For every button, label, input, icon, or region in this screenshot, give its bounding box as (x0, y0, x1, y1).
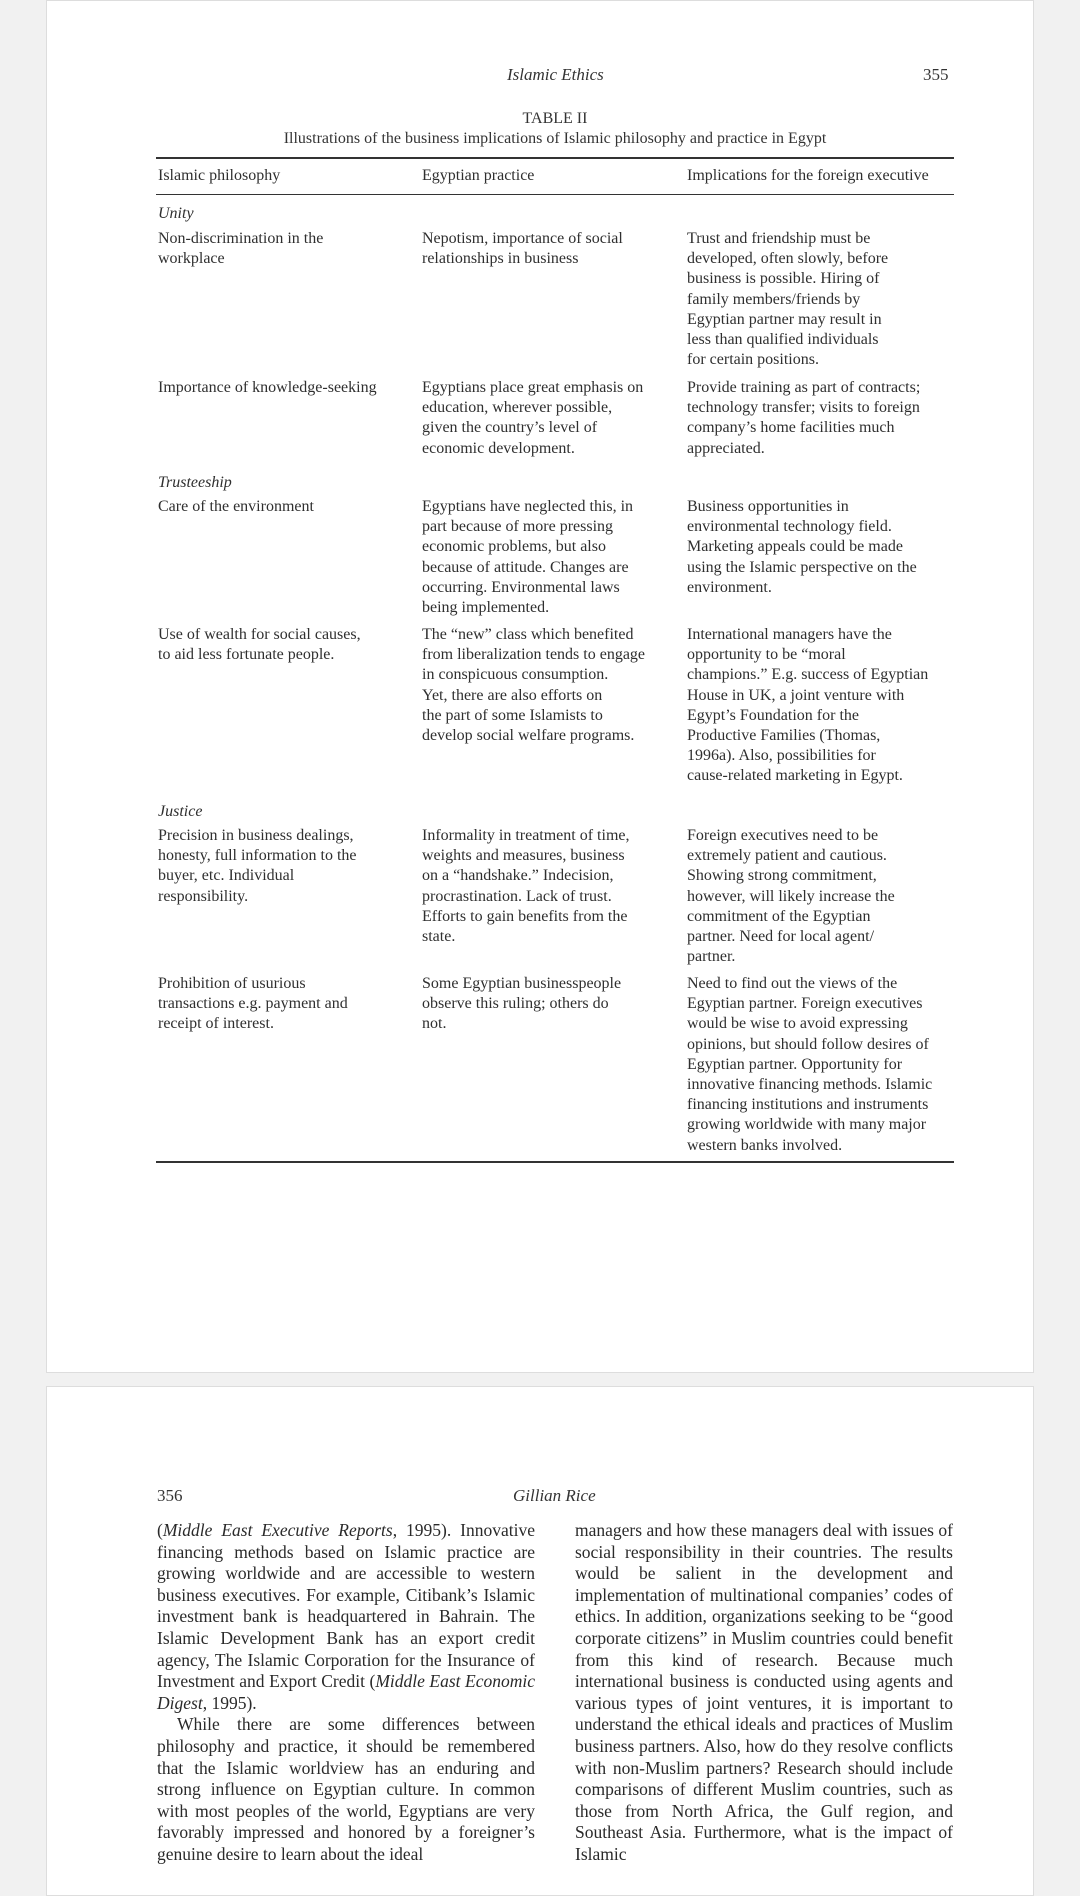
citation-title: Middle East Economic Digest (157, 1671, 536, 1713)
table-cell: The “new” class which benefited from liberalization tends to engage in conspicuous consumption. Yet, there are also efforts on the part of some Islamists to develop social welfare programs. (422, 626, 646, 745)
paragraph: While there are some differences between philosophy and practice, it should be remembered that the Islamic worldview has an enduring and strong influence on Egyptian culture. In common with most peoples of the world, Egyptians are very favorably impressed and honored by a foreigner’s genuine desire to learn about the ideal (157, 1714, 535, 1864)
section-title: Trusteeship (158, 474, 232, 491)
column-header: Egyptian practice (422, 167, 535, 184)
table-cell: Informality in treatment of time, weights and measures, business on a “handshake.” Indecision, procrastination. Lack of trust. Efforts to gain benefits from the state. (422, 827, 630, 946)
column-header: Implications for the foreign executive (687, 167, 929, 184)
table-cell: Some Egyptian businesspeople observe this ruling; others do not. (422, 975, 622, 1033)
citation-title: Middle East Executive Reports (162, 1520, 393, 1540)
table-cell: Trust and friendship must be developed, often slowly, before business is possible. Hiring of family members/friends by Egyptian partner may result in less than qualified individuals for certain positions. (687, 230, 889, 369)
table-cell: Importance of knowledge-seeking (158, 379, 377, 396)
table-top-rule (156, 157, 954, 159)
table-cell: Prohibition of usurious transactions e.g. payment and receipt of interest. (158, 975, 348, 1033)
paragraph: (Middle East Executive Reports, 1995). Innovative financing methods based on Islamic practice are growing worldwide and are accessible to western business executives. For example, Citibank’s Islamic investment bank is headquartered in Bahrain. The Islamic Development Bank has an export credit agency, The Islamic Corporation for the Insurance of Investment and Export Credit (Middle East Economic Digest, 1995). (157, 1520, 536, 1713)
page-number: 356 (157, 1486, 183, 1505)
table-cell: Need to find out the views of the Egyptian partner. Foreign executives would be wise to avoid expressing opinions, but should follow desires of Egyptian partner. Opportunity for innovative financing methods. Islamic financing institutions and instruments growing worldwide with many major western banks involved. (687, 975, 933, 1154)
column-header: Islamic philosophy (158, 167, 281, 184)
table-cell: International managers have the opportunity to be “moral champions.” E.g. success of Egyptian House in UK, a joint venture with Egypt’s Foundation for the Productive Families (Thomas, 1996a). Also, possibilities for cause-related marketing in Egypt. (687, 626, 929, 785)
page-number: 355 (923, 65, 949, 84)
running-title: Islamic Ethics (507, 65, 604, 84)
table-cell: Egyptians place great emphasis on education, wherever possible, given the country’s level of economic development. (422, 379, 644, 457)
table-caption: Illustrations of the business implications of Islamic philosophy and practice in Egypt (283, 130, 827, 147)
section-title: Justice (158, 803, 203, 820)
table-cell: Nepotism, importance of social relationships in business (422, 230, 623, 268)
table-cell: Provide training as part of contracts; technology transfer; visits to foreign company’s home facilities much appreciated. (687, 379, 921, 457)
table-bottom-rule (156, 1161, 954, 1163)
page-355 (46, 0, 1034, 1373)
running-author: Gillian Rice (513, 1486, 596, 1505)
table-cell: Business opportunities in environmental technology field. Marketing appeals could be made using the Islamic perspective on the environment. (687, 498, 917, 596)
paragraph: managers and how these managers deal with issues of social responsibility in their countries. The results would be salient in the development and implementation of multinational companies’ codes of ethics. In addition, organizations seeking to be “good corporate citizens” in Muslim countries could benefit from this kind of research. Because much international business is conducted using agents and various types of joint ventures, it is important to understand the ethical ideals and practices of Muslim business partners. Also, how do they resolve conflicts with non-Muslim partners? Research should include comparisons of different Muslim countries, such as those from North Africa, the Gulf region, and Southeast Asia. Furthermore, what is the impact of Islamic (575, 1520, 953, 1864)
table-cell: Use of wealth for social causes, to aid less fortunate people. (158, 626, 361, 664)
left-column (157, 1520, 535, 1866)
table-cell: Foreign executives need to be extremely patient and cautious. Showing strong commitment, however, will likely increase the commitment of the Egyptian partner. Need for local agent/ partner. (687, 827, 895, 966)
table-cell: Non-discrimination in the workplace (158, 230, 324, 268)
table-cell: Precision in business dealings, honesty, full information to the buyer, etc. Individual responsibility. (158, 827, 357, 905)
table-label: TABLE II (522, 110, 588, 127)
section-title: Unity (158, 205, 194, 222)
table-cell: Care of the environment (158, 498, 314, 515)
page-356 (46, 1386, 1034, 1896)
right-column (575, 1520, 953, 1866)
table-header-rule (156, 194, 954, 195)
table-cell: Egyptians have neglected this, in part because of more pressing economic problems, but also because of attitude. Changes are occurring. Environmental laws being implemented. (422, 498, 634, 617)
